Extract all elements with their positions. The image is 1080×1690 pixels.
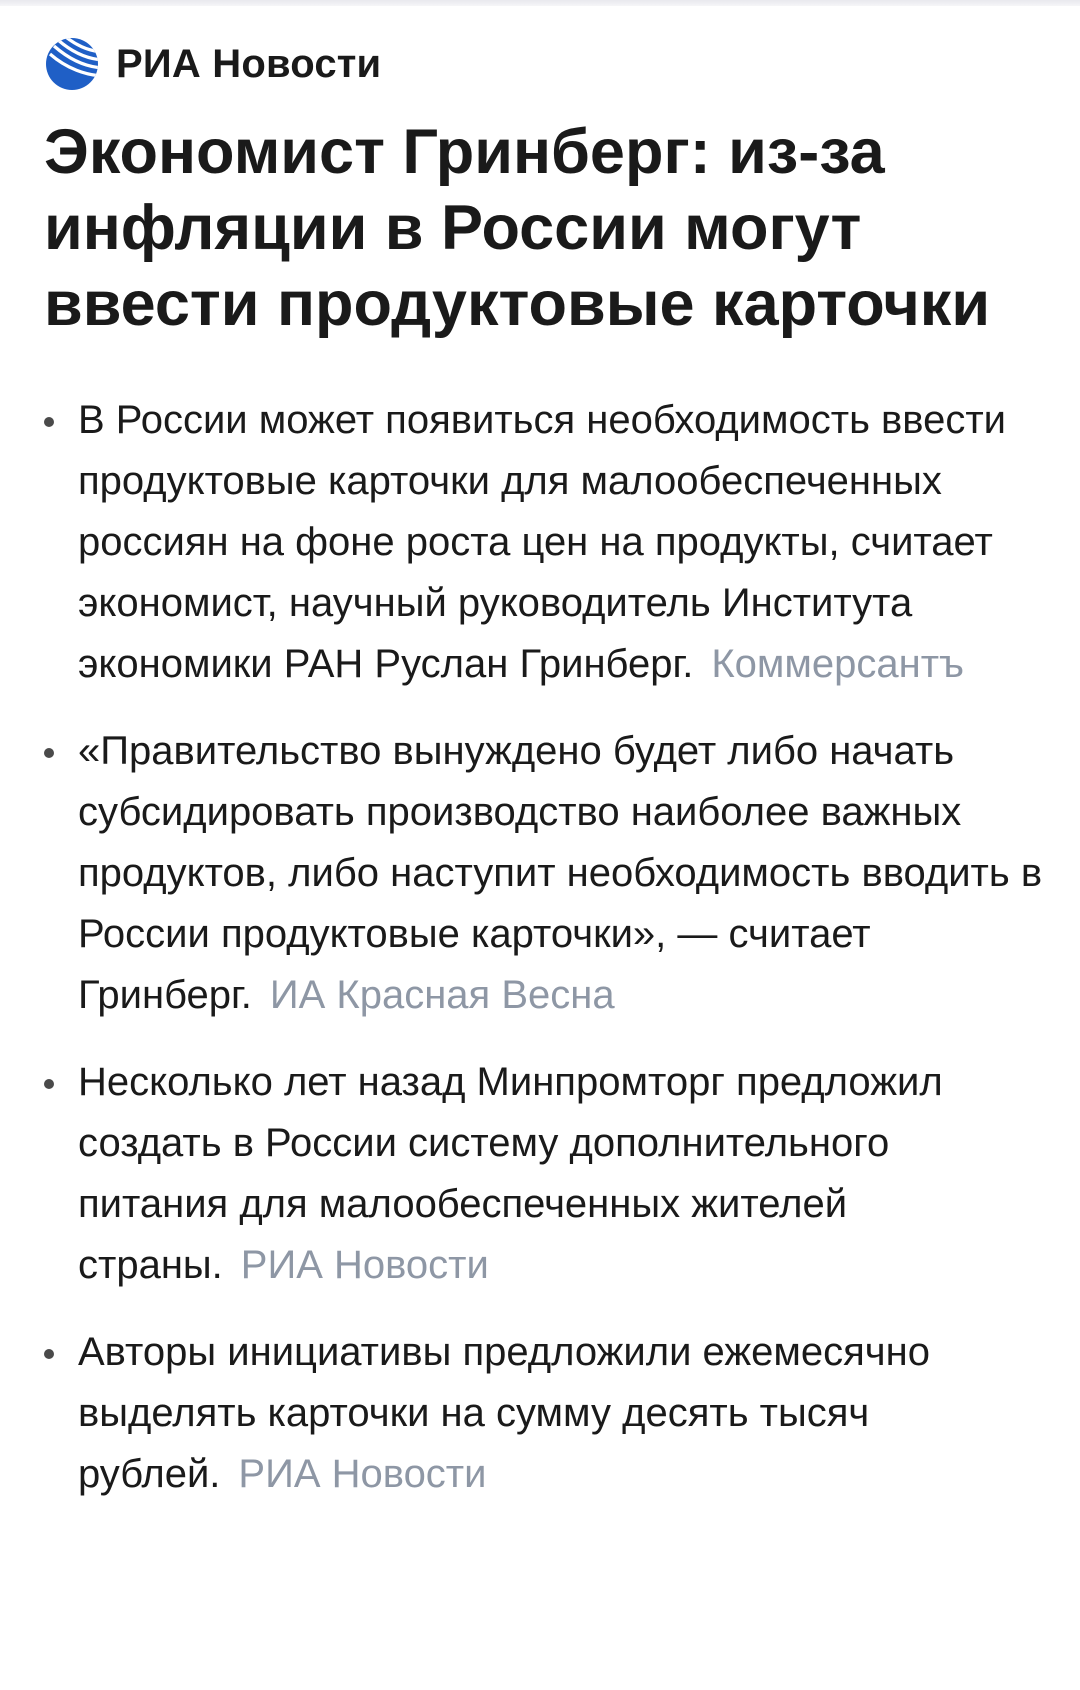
bullet-dot-icon — [44, 748, 54, 758]
source-link[interactable]: РИА Новости — [240, 1243, 489, 1287]
summary-item — [44, 1322, 1044, 1505]
bullet-dot-icon — [44, 1349, 54, 1359]
summary-text: Несколько лет назад Минпромторг предложил создать в России систему дополнительного питания для малообеспеченных жителей страны. — [78, 1060, 943, 1287]
source-link[interactable]: РИА Новости — [238, 1452, 487, 1496]
bullet-dot-icon — [44, 1079, 54, 1089]
summary-item — [44, 721, 1044, 1026]
source-name[interactable]: РИА Новости — [116, 41, 382, 86]
summary-text: В России может появиться необходимость ввести продуктовые карточки для малообеспеченных россиян на фоне роста цен на продукты, считает экономист, научный руководитель Института экономики РАН Руслан Гринберг. — [78, 398, 1007, 686]
top-divider — [0, 0, 1080, 6]
source-link[interactable]: ИА Красная Весна — [269, 973, 615, 1017]
summary-text: «Правительство вынуждено будет либо начать субсидировать производство наиболее важных продуктов, либо наступит необходимость вводить в России продуктовые карточки», — считает Гринберг. — [78, 729, 1043, 1017]
source-header[interactable] — [44, 34, 381, 94]
article-title[interactable]: Экономист Гринберг: из-за инфляции в России могут ввести продуктовые карточки — [44, 117, 991, 339]
summary-item — [44, 390, 1044, 695]
ria-novosti-logo-icon — [44, 36, 100, 92]
source-link[interactable]: Коммерсантъ — [711, 642, 965, 686]
summary-item — [44, 1052, 1044, 1296]
summary-text: Авторы инициативы предложили ежемесячно выделять карточки на сумму десять тысяч рублей. — [78, 1330, 930, 1496]
summary-list — [44, 390, 1044, 1531]
bullet-dot-icon — [44, 417, 54, 427]
